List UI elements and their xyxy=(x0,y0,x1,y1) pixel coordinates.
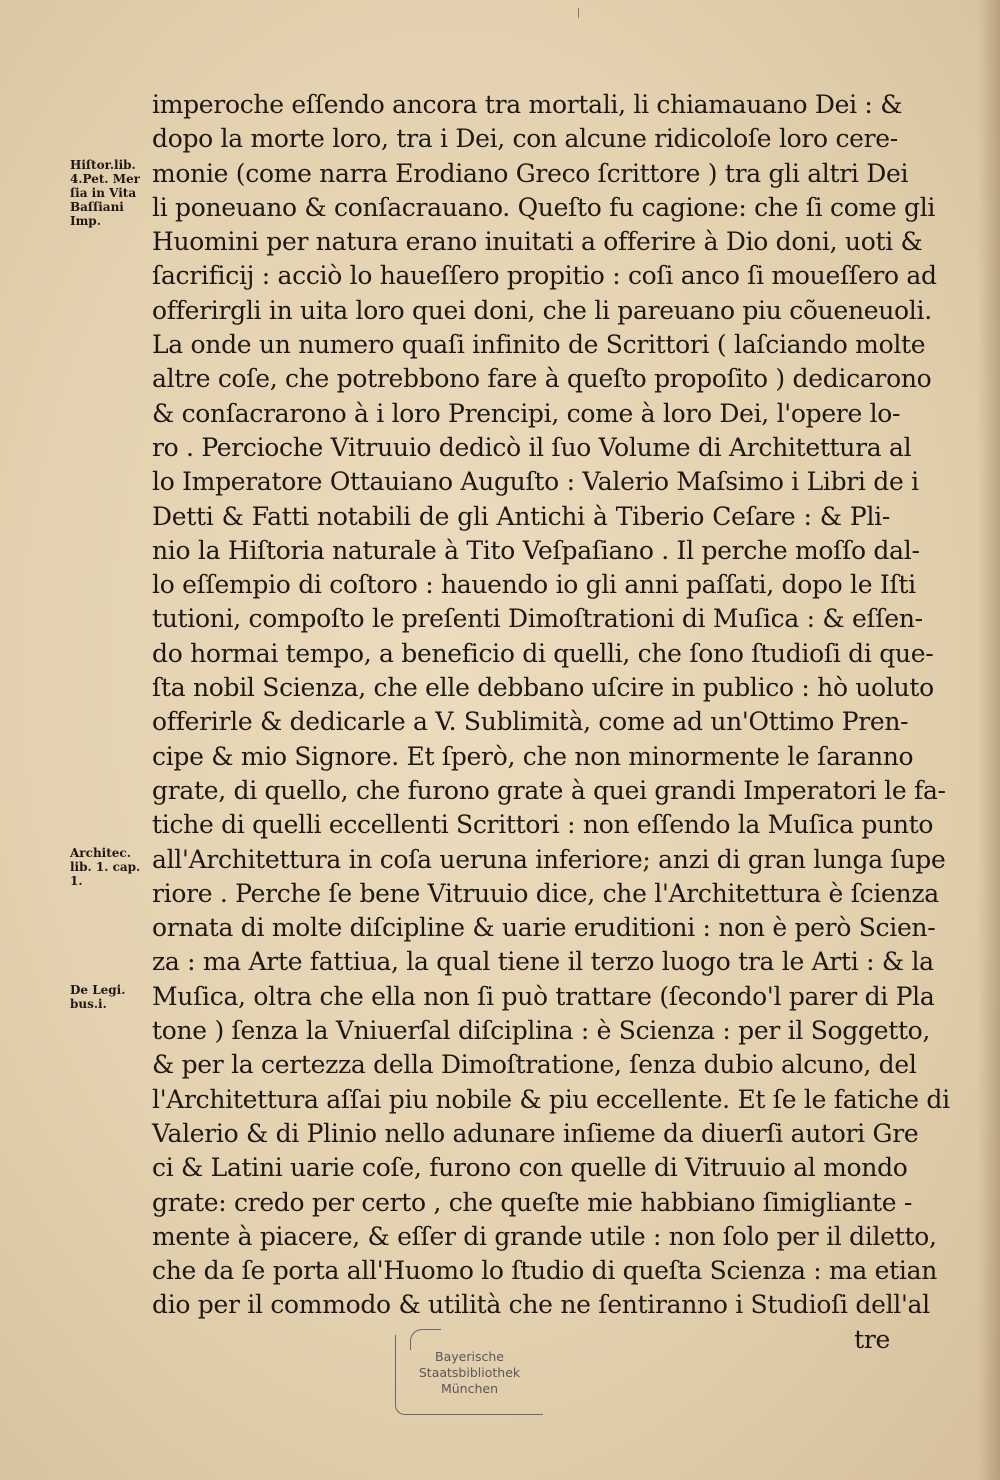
text-line: grate: credo per certo , che queſte mie habbiano ſimigliante - xyxy=(152,1187,913,1217)
text-line: Huomini per natura erano inuitati a offerire à Dio doni, uoti & xyxy=(152,227,923,257)
stamp-line: Bayerische xyxy=(435,1349,504,1364)
text-line: li poneuano & conſacrauano. Queſto fu cagione: che ſi come gli xyxy=(152,192,936,222)
text-line: offerirgli in uita loro quei doni, che li pareuano piu cõueneuoli. xyxy=(152,295,932,325)
stamp-line: München xyxy=(440,1381,499,1396)
text-line: Muſica, oltra che ella non ſi può trattare (ſecondo'l parer di Pla xyxy=(152,981,935,1011)
text-line: Valerio & di Plinio nello adunare inſieme da diuerſi autori Gre xyxy=(152,1118,919,1148)
text-line: monie (come narra Erodiano Greco ſcrittore ) tra gli altri Dei xyxy=(152,158,909,188)
text-line: l'Architettura aſſai piu nobile & piu eccellente. Et ſe le fatiche di xyxy=(152,1084,950,1114)
marginal-note-historia xyxy=(70,158,150,228)
text-line: nio la Hiſtoria naturale à Tito Veſpaſiano . Il perche moſſo dal- xyxy=(152,535,920,565)
text-line: Detti & Fatti notabili de gli Antichi à Tiberio Ceſare : & Pli- xyxy=(152,501,890,531)
page-edge-mark xyxy=(578,8,579,18)
note-line: Baſſiani xyxy=(70,200,124,214)
text-line: La onde un numero quaſi infinito de Scrittori ( laſciando molte xyxy=(152,330,926,360)
text-line: ci & Latini uarie coſe, furono con quelle di Vitruuio al mondo xyxy=(152,1153,908,1183)
body-text xyxy=(152,88,950,1357)
text-line: do hormai tempo, a beneficio di quelli, che ſono ſtudioſi di que- xyxy=(152,638,934,668)
text-line: dio per il commodo & utilità che ne ſentiranno i Studioſi dell'al xyxy=(152,1290,930,1320)
catchword: tre xyxy=(854,1324,890,1354)
note-line: lib. 1. cap. xyxy=(70,860,141,874)
text-line: offerirle & dedicarle a V. Sublimità, come ad un'Ottimo Pren- xyxy=(152,707,909,737)
text-line: lo Imperatore Ottauiano Auguſto : Valerio Maſsimo i Libri de i xyxy=(152,467,919,497)
text-line: grate, di quello, che furono grate à quei grandi Imperatori le fa- xyxy=(152,775,946,805)
text-line: cipe & mio Signore. Et ſperò, che non minormente le ſaranno xyxy=(152,741,914,771)
text-line: altre coſe, che potrebbono fare à queſto propoſito ) dedicarono xyxy=(152,364,932,394)
note-line: De Legi. xyxy=(70,983,126,997)
text-line: lo eſſempio di coſtoro : hauendo io gli anni paſſati, dopo le Iſti xyxy=(152,570,916,600)
text-line: ſta nobil Scienza, che elle debbano uſcire in publico : hò uoluto xyxy=(152,673,934,703)
note-line: Architec. xyxy=(70,846,131,860)
note-line: ſia in Vita xyxy=(70,186,137,200)
text-line: ſacrificij : acciò lo haueſſero propitio : coſi anco ſi moueſſero ad xyxy=(152,261,937,291)
note-line: Hiſtor.lib. xyxy=(70,158,136,172)
text-line: riore . Perche ſe bene Vitruuio dice, che l'Architettura è ſcienza xyxy=(152,878,939,908)
note-line: 4.Pet. Mer xyxy=(70,172,141,186)
library-stamp xyxy=(395,1335,543,1415)
marginal-note-de-legibus xyxy=(70,983,150,1011)
text-line: imperoche eſſendo ancora tra mortali, li chiamauano Dei : & xyxy=(152,90,903,119)
note-line: bus.i. xyxy=(70,997,107,1011)
text-line: all'Architettura in coſa ueruna inferiore; anzi di gran lunga ſupe xyxy=(152,844,946,874)
page-edge-shadow xyxy=(978,0,1000,1480)
text-line: tone ) ſenza la Vniuerſal diſciplina : è Scienza : per il Soggetto, xyxy=(152,1016,931,1046)
text-line: tiche di quelli eccellenti Scrittori : non eſſendo la Muſica punto xyxy=(152,810,934,840)
marginal-note-architectura xyxy=(70,846,150,888)
stamp-line: Staatsbibliothek xyxy=(418,1365,521,1380)
text-line: ro . Percioche Vitruuio dedicò il ſuo Volume di Architettura al xyxy=(152,432,912,462)
stamp-border-hook xyxy=(410,1329,441,1350)
text-line: mente à piacere, & eſſer di grande utile : non ſolo per il diletto, xyxy=(152,1221,937,1251)
note-line: 1. xyxy=(70,874,83,888)
text-line: za : ma Arte fattiua, la qual tiene il terzo luogo tra le Arti : & la xyxy=(152,947,934,977)
text-line: che da ſe porta all'Huomo lo ſtudio di queſta Scienza : ma etian xyxy=(152,1256,938,1286)
text-line: ornata di molte diſcipline & uarie eruditioni : non è però Scien- xyxy=(152,913,936,943)
text-line: & per la certezza della Dimoſtratione, ſenza dubio alcuno, del xyxy=(152,1050,917,1080)
text-line: & conſacrarono à i loro Prencipi, come à loro Dei, l'opere lo- xyxy=(152,398,901,428)
text-line: tutioni, compoſto le preſenti Dimoſtrationi di Muſica : & eſſen- xyxy=(152,604,923,634)
note-line: Imp. xyxy=(70,214,101,228)
text-line: dopo la morte loro, tra i Dei, con alcune ridicoloſe loro cere- xyxy=(152,124,898,154)
